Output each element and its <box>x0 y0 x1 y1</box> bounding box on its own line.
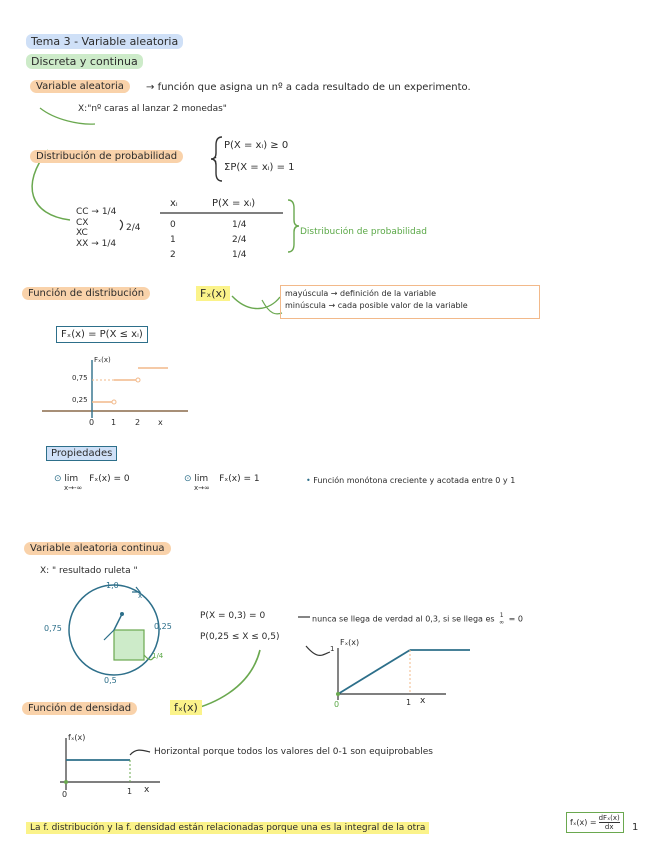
density-xtick: 0 <box>62 790 68 799</box>
outcome-xx: XX → 1/4 <box>76 239 117 249</box>
step-graph <box>42 360 188 418</box>
table-cell: 2 <box>170 250 176 260</box>
note-minuscula: minúscula → cada posible valor de la variable <box>285 301 468 310</box>
footer-formula-lhs: fₓ(x) = <box>570 818 597 827</box>
heading-variable-continua: Variable aleatoria continua <box>24 542 171 555</box>
step-graph-ytick: 0,25 <box>72 396 88 404</box>
footer-fraction-num: dFₓ(x) <box>598 814 620 822</box>
property-1 <box>54 474 130 492</box>
p-point-note <box>312 612 523 626</box>
brace-outcomes <box>120 220 123 230</box>
density-graph <box>60 738 160 790</box>
density-note: Horizontal porque todos los valores del 0-1 son equiprobables <box>154 747 433 757</box>
outcome-cc: CC → 1/4 <box>76 207 117 217</box>
page-subtitle: Discreta y continua <box>26 54 143 69</box>
step-graph-xtick: 1 <box>111 418 117 427</box>
property-2-sub: x→∞ <box>194 484 210 492</box>
heading-funcion-distribucion: Función de distribución <box>22 287 150 300</box>
condition-2: ΣP(X = xᵢ) = 1 <box>224 162 295 173</box>
wheel-label-bottom: 0,5 <box>104 676 117 685</box>
property-2-value: Fₓ(x) = 1 <box>219 474 260 484</box>
cdf-ylabel: Fₓ(x) <box>340 638 360 647</box>
step-graph-xtick: 2 <box>135 418 141 427</box>
property-1-sub: x→-∞ <box>64 484 83 492</box>
bullet-icon: • <box>306 476 311 485</box>
wheel-label-top: 1,0 <box>106 581 119 590</box>
example-continuous: X: " resultado ruleta " <box>40 566 138 576</box>
wheel-label-x: x <box>138 592 143 600</box>
wheel-label-right: 0,25 <box>154 622 172 631</box>
outcome-xc: XC <box>76 228 88 238</box>
table-cell: 1/4 <box>232 220 247 230</box>
heading-propiedades: Propiedades <box>46 446 117 461</box>
condition-1: P(X = xᵢ) ≥ 0 <box>224 140 289 151</box>
footer-text: La f. distribución y la f. densidad están relacionadas porque una es la integral de la otra <box>26 822 429 834</box>
table-header-x: xᵢ <box>170 198 178 209</box>
property-1-value: Fₓ(x) = 0 <box>89 474 130 484</box>
page-title: Tema 3 - Variable aleatoria <box>26 34 183 49</box>
fx-symbol: Fₓ(x) <box>196 286 230 301</box>
p-point-end: = 0 <box>508 614 523 624</box>
note-mayuscula: mayúscula → definición de la variable <box>285 289 436 298</box>
density-ylabel: fₓ(x) <box>68 733 86 742</box>
outcome-cx: CX <box>76 218 89 228</box>
bullet-icon: ⊙ <box>54 474 62 484</box>
heading-distribucion-probabilidad: Distribución de probabilidad <box>30 150 183 163</box>
property-3-text: Función monótona creciente y acotada entre 0 y 1 <box>313 476 516 485</box>
definition-text: → función que asigna un nº a cada resultado de un experimento. <box>146 82 471 93</box>
table-cell: 1 <box>170 235 176 245</box>
colon: : <box>214 154 218 165</box>
cdf-ytick: 1 <box>330 645 335 653</box>
definition-body: función que asigna un nº a cada resultado de un experimento. <box>157 82 471 93</box>
p-point-note-text: nunca se llega de verdad al 0,3, si se llega es <box>312 614 495 624</box>
cdf-xtick: x <box>420 696 426 706</box>
density-xtick: x <box>144 785 150 795</box>
step-graph-xtick: x <box>158 418 163 427</box>
table-cell: 1/4 <box>232 250 247 260</box>
step-graph-ylabel: Fₓ(x) <box>94 356 111 364</box>
wheel-label-left: 0,75 <box>44 624 62 633</box>
density-xtick: 1 <box>127 787 133 796</box>
p-range: P(0,25 ≤ X ≤ 0,5) <box>200 632 280 642</box>
table-header-p: P(X = xᵢ) <box>212 198 256 209</box>
fx-formula-box: Fₓ(x) = P(X ≤ xᵢ) <box>56 326 148 343</box>
wheel-label-side: 1/4 <box>152 652 164 660</box>
arrow-fx-notes <box>232 296 280 309</box>
footer-trail: 1 <box>632 822 639 833</box>
property-3 <box>306 476 515 485</box>
lim-text: lim <box>64 474 79 484</box>
outcome-mid-prob: 2/4 <box>126 223 141 233</box>
brace-table <box>288 200 299 252</box>
lim-text: lim <box>194 474 209 484</box>
heading-variable-aleatoria: Variable aleatoria <box>30 80 130 93</box>
cdf-xtick: 1 <box>406 698 412 707</box>
table-cell: 0 <box>170 220 176 230</box>
step-graph-ytick: 0,75 <box>72 374 88 382</box>
table-note: Distribución de probabilidad <box>300 227 428 237</box>
bullet-icon: ⊙ <box>184 474 192 484</box>
p-point: P(X = 0,3) = 0 <box>200 611 266 621</box>
fraction-num: 1 <box>499 612 504 619</box>
fraction-den: ∞ <box>499 619 505 626</box>
density-symbol: fₓ(x) <box>170 700 202 715</box>
table-cell: 2/4 <box>232 235 247 245</box>
cdf-xtick: 0 <box>334 700 340 709</box>
fx-notes-box <box>280 285 540 319</box>
footer-fraction-den: dx <box>604 823 614 831</box>
roulette-wheel <box>69 585 159 675</box>
example-discrete: X:"nº caras al lanzar 2 monedas" <box>78 104 227 114</box>
cdf-graph <box>336 648 470 700</box>
footer-formula-box <box>566 812 624 833</box>
p-point-fraction <box>499 612 504 626</box>
step-graph-xtick: 0 <box>89 418 95 427</box>
heading-funcion-densidad: Función de densidad <box>22 702 137 715</box>
property-2 <box>184 474 260 492</box>
footer-fraction <box>599 814 620 831</box>
